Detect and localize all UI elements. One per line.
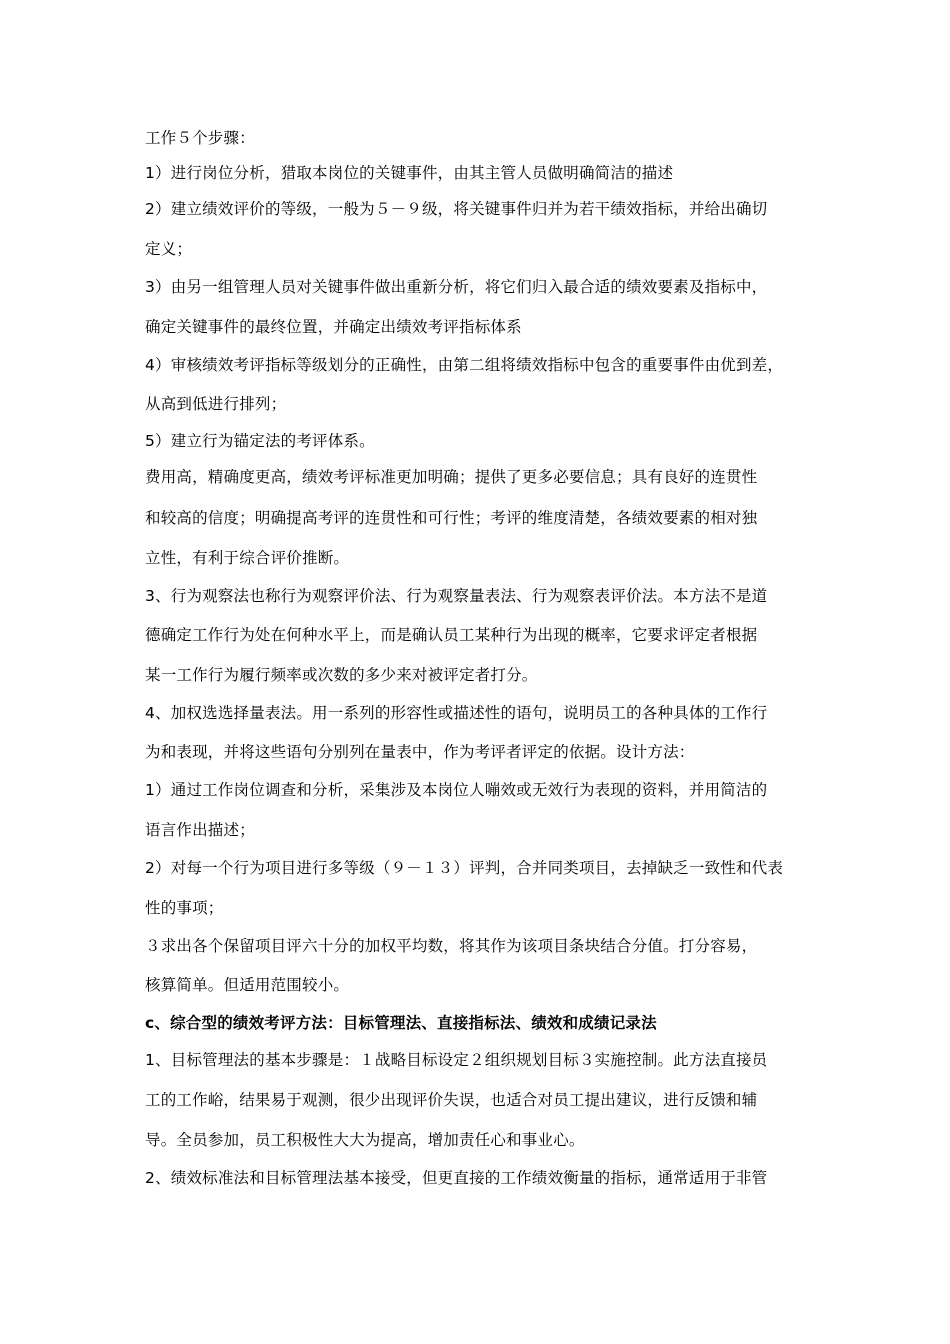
text-line: 4、加权选选择量表法。用一系列的形容性或描述性的语句，说明员工的各种具体的工作行	[145, 704, 768, 722]
text-line: 和较高的信度；明确提高考评的连贯性和可行性；考评的维度清楚，各绩效要素的相对独	[145, 509, 758, 527]
text-line: 3、行为观察法也称行为观察评价法、行为观察量表法、行为观察表评价法。本方法不是道	[145, 587, 768, 605]
text-line: 为和表现，并将这些语句分别列在量表中，作为考评者评定的依据。设计方法：	[145, 743, 695, 761]
text-line: 从高到低进行排列；	[145, 395, 287, 413]
text-line: 2）对每一个行为项目进行多等级（９－１３）评判，合并同类项目，去掉缺乏一致性和代表	[145, 859, 784, 877]
text-line: 性的事项；	[145, 899, 224, 917]
text-line: 费用高，精确度更高，绩效考评标准更加明确；提供了更多必要信息；具有良好的连贯性	[145, 468, 758, 486]
text-line: 立性，有利于综合评价推断。	[145, 549, 350, 567]
text-line: 定义；	[145, 240, 193, 258]
text-line: 导。全员参加，员工积极性大大为提高，增加责任心和事业心。	[145, 1131, 585, 1149]
section-heading: c、综合型的绩效考评方法：目标管理法、直接指标法、绩效和成绩记录法	[145, 1014, 657, 1032]
text-line: 语言作出描述；	[145, 821, 255, 839]
text-line: 5）建立行为锚定法的考评体系。	[145, 432, 375, 450]
text-line: 1）通过工作岗位调查和分析，采集涉及本岗位人嘣效或无效行为表现的资料，并用简洁的	[145, 781, 768, 799]
text-line: 1、目标管理法的基本步骤是：１战略目标设定２组织规划目标３实施控制。此方法直接员	[145, 1051, 768, 1069]
text-line: 工的工作峪，结果易于观测，很少出现评价失误，也适合对员工提出建议，进行反馈和辅	[145, 1091, 758, 1109]
text-line: 2、绩效标准法和目标管理法基本接受，但更直接的工作绩效衡量的指标，通常适用于非管	[145, 1169, 768, 1187]
text-line: 2）建立绩效评价的等级，一般为５－９级，将关键事件归并为若干绩效指标，并给出确切	[145, 200, 768, 218]
text-line: 德确定工作行为处在何种水平上，而是确认员工某种行为出现的概率，它要求评定者根据	[145, 626, 758, 644]
text-line: 1）进行岗位分析，猎取本岗位的关键事件，由其主管人员做明确简洁的描述	[145, 164, 674, 182]
text-line: 4）审核绩效考评指标等级划分的正确性，由第二组将绩效指标中包含的重要事件由优到差，	[145, 356, 784, 374]
text-line: 确定关键事件的最终位置，并确定出绩效考评指标体系	[145, 318, 522, 336]
text-line: 核算简单。但适用范围较小。	[145, 976, 350, 994]
text-line: 3）由另一组管理人员对关键事件做出重新分析，将它们归入最合适的绩效要素及指标中，	[145, 278, 768, 296]
text-line: 某一工作行为履行频率或次数的多少来对被评定者打分。	[145, 666, 538, 684]
text-line: ３求出各个保留项目评六十分的加权平均数，将其作为该项目条块结合分值。打分容易，	[145, 937, 758, 955]
text-line: 工作５个步骤：	[145, 129, 255, 147]
